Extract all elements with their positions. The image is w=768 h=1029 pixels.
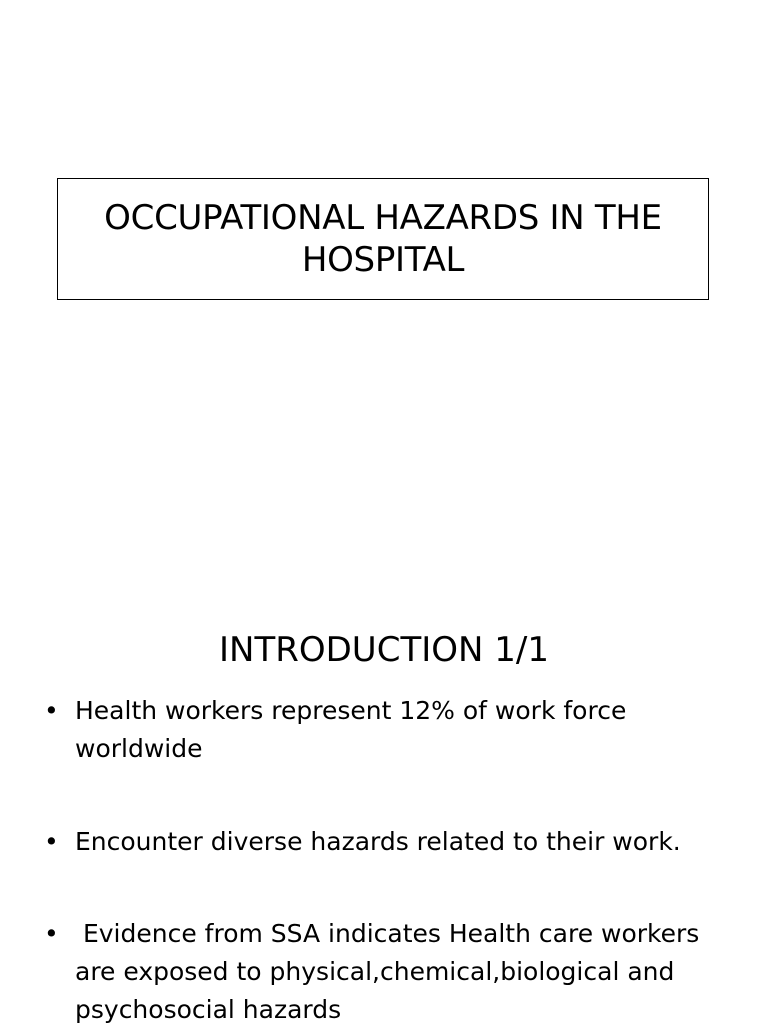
bullet-icon: • [44,919,59,948]
bullet-text: Health workers represent 12% of work force worldwide [75,696,627,763]
bullet-item [44,915,734,1029]
title-box [57,178,709,300]
bullet-item [44,692,734,768]
slide-heading: INTRODUCTION 1/1 [219,630,549,670]
bullet-item [44,823,734,861]
bullet-icon: • [44,696,59,725]
slide-title: OCCUPATIONAL HAZARDS IN THE HOSPITAL [104,198,662,280]
bullet-text: Evidence from SSA indicates Health care workers are exposed to physical,chemical,biological and psychosocial hazards [75,919,708,1024]
bullet-icon: • [44,827,59,856]
introduction-slide [0,512,768,1024]
bullet-text: Encounter diverse hazards related to their work. [75,827,681,856]
title-slide [0,0,768,512]
